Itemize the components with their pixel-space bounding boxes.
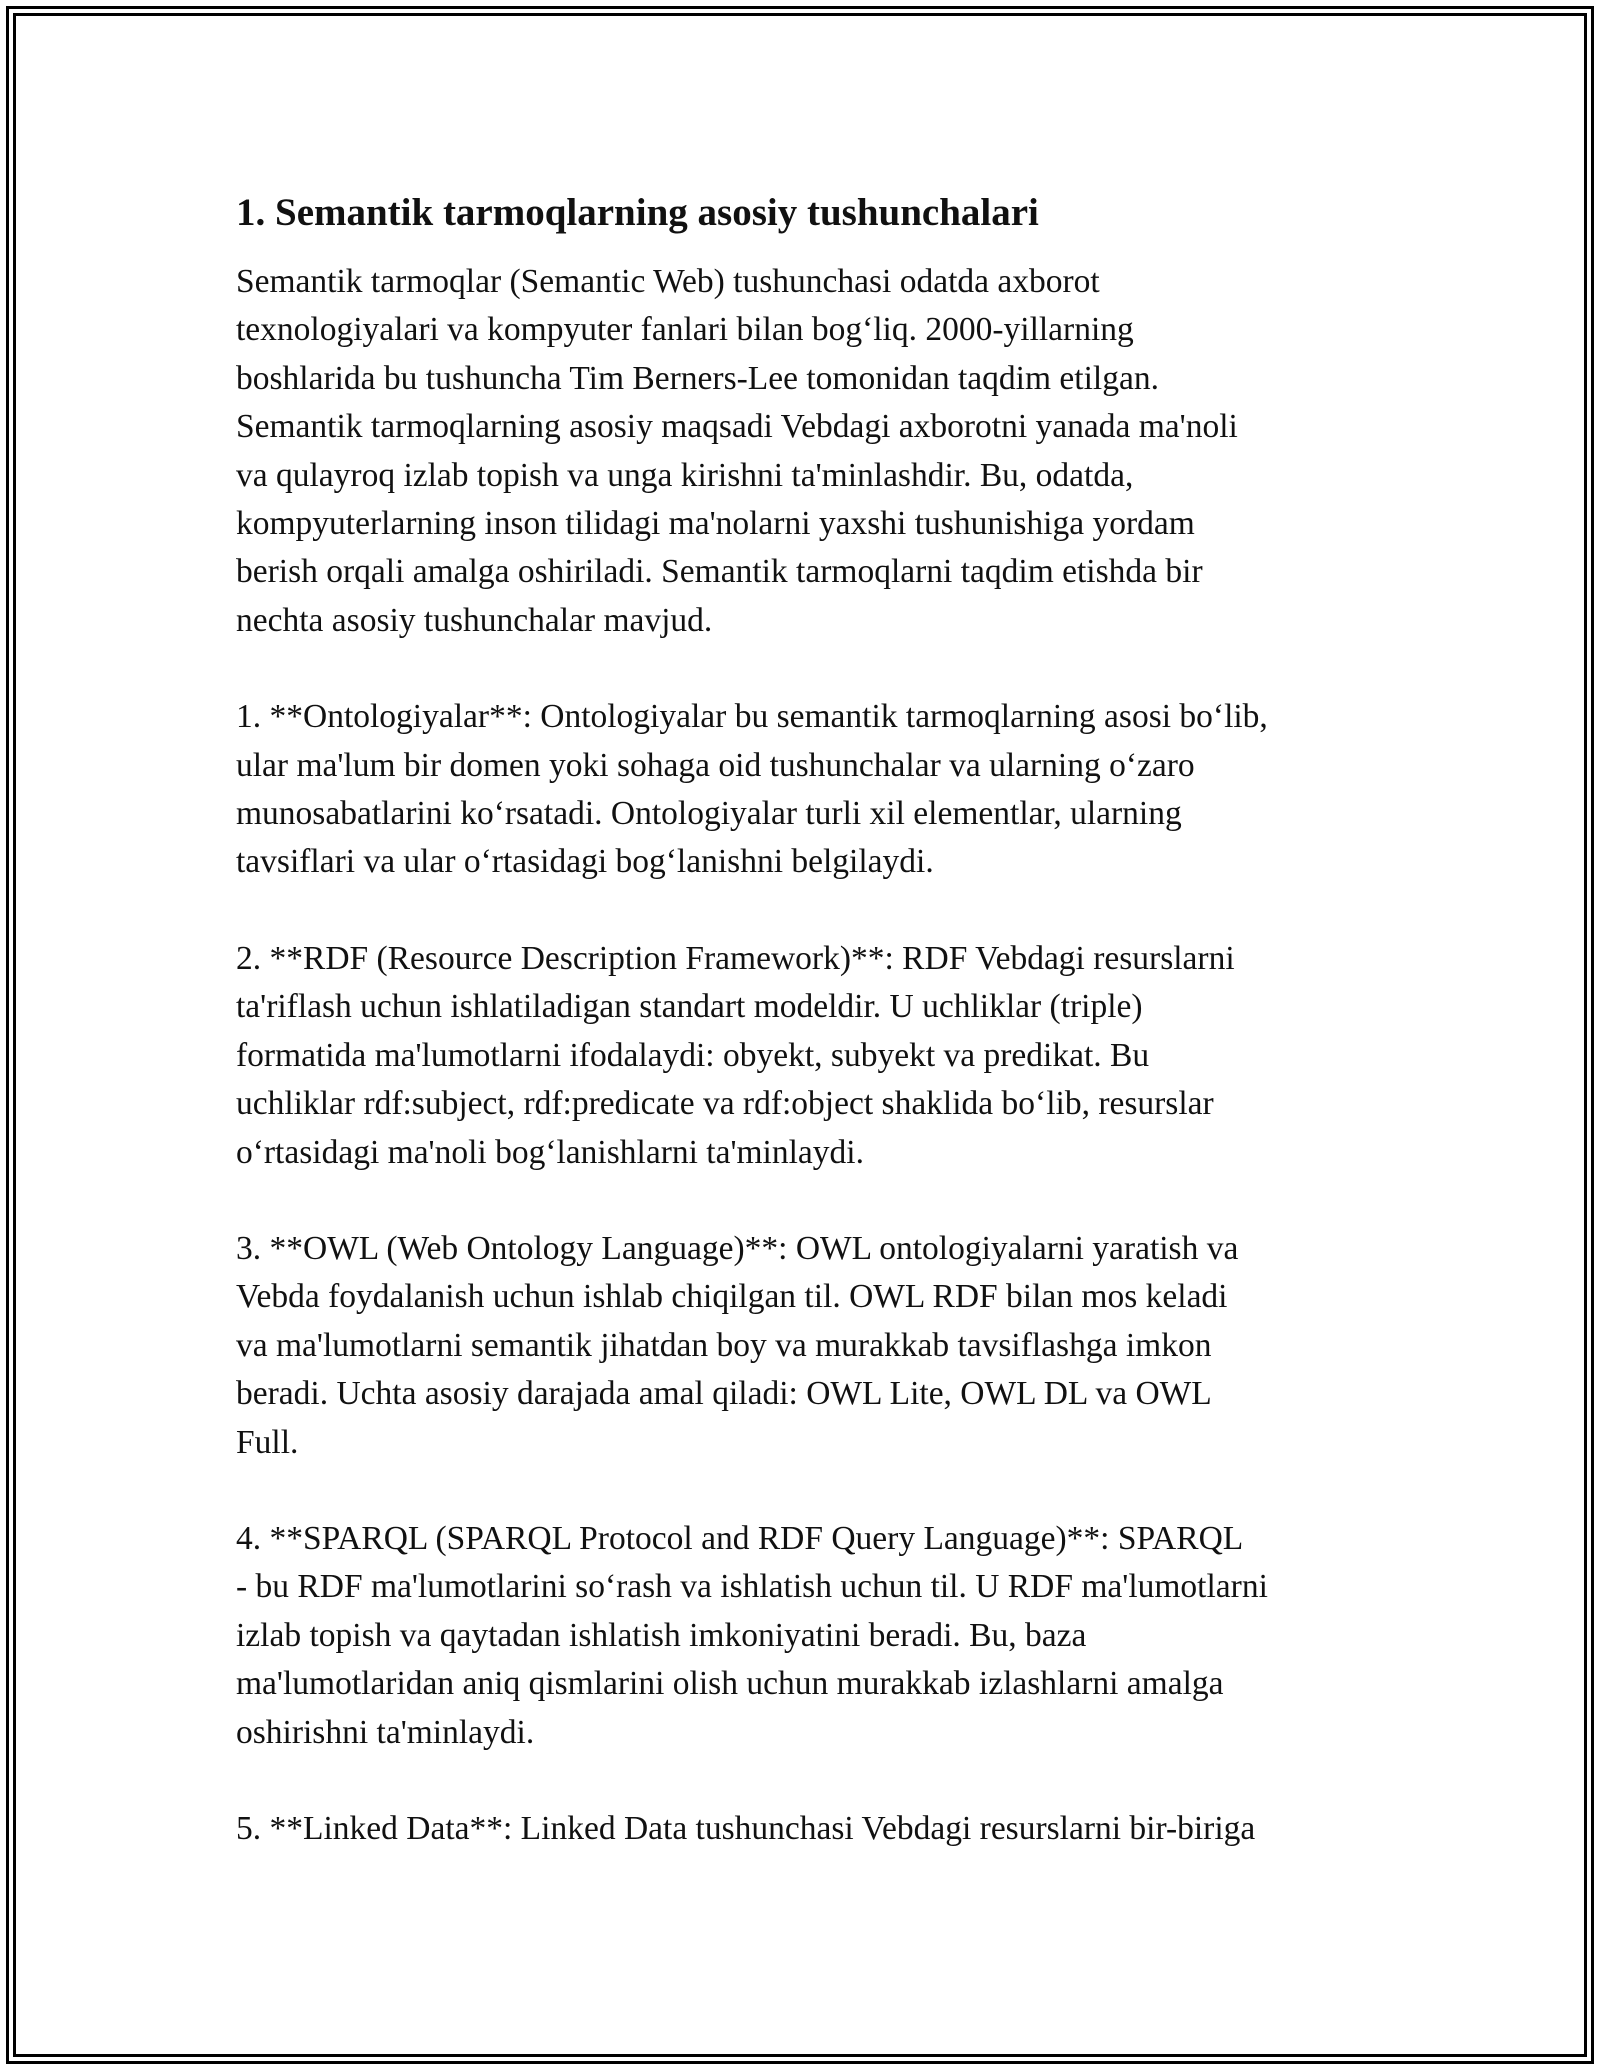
text-line: Full. [236, 1423, 299, 1461]
text-line: nechta asosiy tushunchalar mavjud. [236, 601, 713, 639]
text-line: - bu RDF ma'lumotlarini so‘rash va ishlatish uchun til. U RDF ma'lumotlarni [236, 1568, 1268, 1606]
text-line: Semantik tarmoqlarning asosiy maqsadi Vebdagi axborotni yanada ma'noli [236, 408, 1238, 446]
document-body [236, 184, 1386, 1901]
text-line: formatida ma'lumotlarni ifodalaydi: obyekt, subyekt va predikat. Bu [236, 1036, 1150, 1074]
text-line: 2. **RDF (Resource Description Framework)**: RDF Vebdagi resurslarni [236, 939, 1235, 977]
text-line: ular ma'lum bir domen yoki sohaga oid tushunchalar va ularning o‘zaro [236, 746, 1195, 784]
section-heading: 1. Semantik tarmoqlarning asosiy tushunchalari [236, 191, 1039, 234]
text-line: beradi. Uchta asosiy darajada amal qiladi: OWL Lite, OWL DL va OWL [236, 1375, 1212, 1413]
text-line: o‘rtasidagi ma'noli bog‘lanishlarni ta'minlaydi. [236, 1133, 864, 1171]
text-line: uchliklar rdf:subject, rdf:predicate va rdf:object shaklida bo‘lib, resurslar [236, 1085, 1214, 1123]
text-line: tavsiflari va ular o‘rtasidagi bog‘lanishni belgilaydi. [236, 843, 934, 881]
text-line: ta'riflash uchun ishlatiladigan standart modeldir. U uchliklar (triple) [236, 988, 1143, 1026]
text-line: Semantik tarmoqlar (Semantic Web) tushunchasi odatda axborot [236, 263, 1100, 300]
text-line: kompyuterlarning inson tilidagi ma'nolarni yaxshi tushunishiga yordam [236, 505, 1195, 543]
rdf-paragraph [236, 935, 1386, 1177]
text-line: munosabatlarini ko‘rsatadi. Ontologiyalar turli xil elementlar, ularning [236, 795, 1182, 833]
text-line: boshlarida bu tushuncha Tim Berners-Lee tomonidan taqdim etilgan. [236, 359, 1159, 397]
text-line: va ma'lumotlarni semantik jihatdan boy va murakkab tavsiflashga imkon [236, 1326, 1212, 1364]
text-line: texnologiyalari va kompyuter fanlari bilan bog‘liq. 2000-yillarning [236, 311, 1134, 349]
text-line: Vebda foydalanish uchun ishlab chiqilgan til. OWL RDF bilan mos keladi [236, 1278, 1228, 1316]
text-line: ma'lumotlaridan aniq qismlarini olish uchun murakkab izlashlarni amalga [236, 1665, 1224, 1703]
linked-data-paragraph [236, 1805, 1386, 1853]
sparql-paragraph [236, 1515, 1386, 1757]
text-line: 3. **OWL (Web Ontology Language)**: OWL ontologiyalarni yaratish va [236, 1229, 1239, 1267]
text-line: berish orqali amalga oshiriladi. Semantik tarmoqlarni taqdim etishda bir [236, 553, 1203, 591]
text-line: 5. **Linked Data**: Linked Data tushunchasi Vebdagi resurslarni bir-biriga [236, 1809, 1256, 1847]
ontologies-paragraph [236, 693, 1386, 887]
intro-paragraph [236, 258, 1386, 645]
text-line: izlab topish va qaytadan ishlatish imkoniyatini beradi. Bu, baza [236, 1616, 1087, 1654]
text-line: 1. **Ontologiyalar**: Ontologiyalar bu semantik tarmoqlarning asosi bo‘lib, [236, 698, 1268, 736]
text-line: 4. **SPARQL (SPARQL Protocol and RDF Query Language)**: SPARQL [236, 1519, 1244, 1557]
text-line: oshirishni ta'minlaydi. [236, 1713, 535, 1751]
text-line: va qulayroq izlab topish va unga kirishni ta'minlashdir. Bu, odatda, [236, 456, 1134, 494]
owl-paragraph [236, 1225, 1386, 1467]
